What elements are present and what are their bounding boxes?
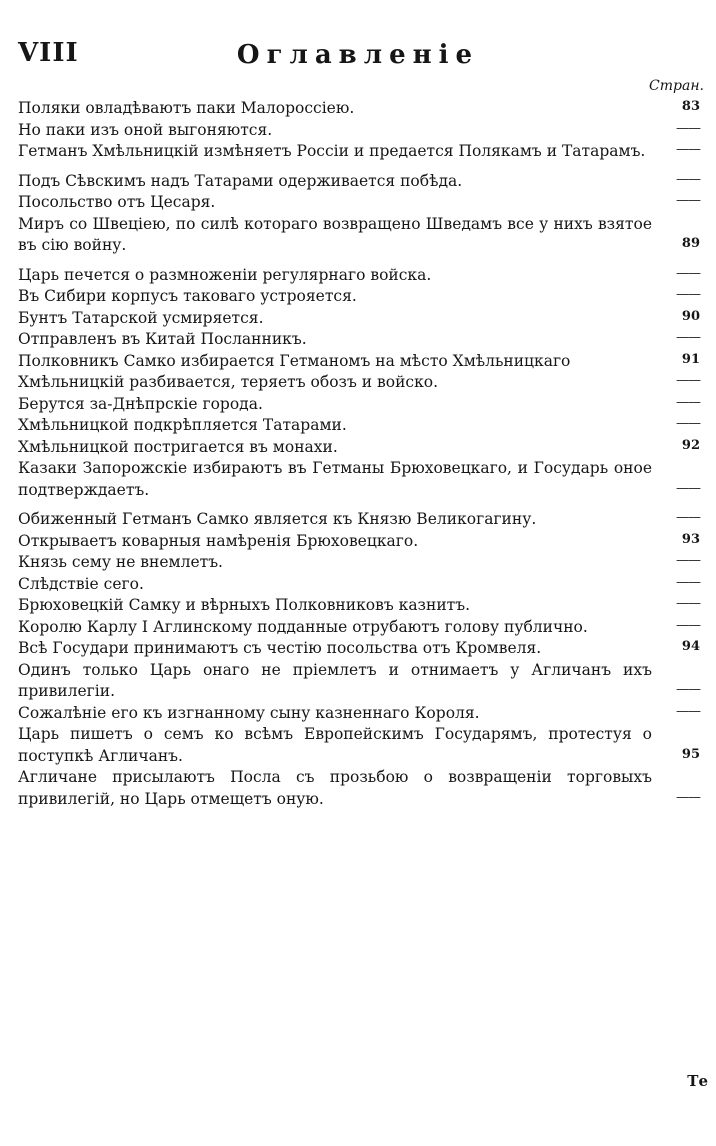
toc-entry-page: 90 xyxy=(681,308,700,324)
toc-entry xyxy=(18,437,700,459)
catchword: Те xyxy=(687,1072,708,1090)
toc-entry-text: Миръ со Швеціею, по силѣ котораго возвращено Шведамъ все у нихъ взятое въ сію войну. xyxy=(18,214,652,254)
toc-entry-page: —— xyxy=(676,510,700,525)
page-column-header: Стран. xyxy=(649,78,704,94)
toc-entry-page: 83 xyxy=(681,99,700,114)
toc-entry-text: Одинъ только Царь онаго не пріемлетъ и отнимаетъ у Агличанъ ихъ привилегіи. xyxy=(18,660,652,700)
toc-entry xyxy=(18,574,700,596)
toc-entry-text: Берутся за-Днѣпрскіе города. xyxy=(18,394,263,413)
table-of-contents xyxy=(18,98,700,810)
toc-entry xyxy=(18,703,700,725)
toc-entry xyxy=(18,286,700,308)
toc-entry xyxy=(18,638,700,660)
toc-entry xyxy=(18,415,700,437)
toc-entry xyxy=(18,192,700,214)
toc-entry-page: —— xyxy=(676,553,700,568)
toc-entry-page: 92 xyxy=(681,437,700,453)
toc-entry-text: Хмѣльницкой подкрѣпляется Татарами. xyxy=(18,416,347,434)
toc-entry-text: Королю Карлу I Аглинскому подданные отрубаютъ голову публично. xyxy=(18,617,588,636)
toc-entry-page: —— xyxy=(676,789,700,805)
toc-entry-page: —— xyxy=(676,703,700,719)
toc-entry xyxy=(18,531,700,553)
toc-entry xyxy=(18,660,700,703)
toc-entry-text: Хмѣльницкой постригается въ монахи. xyxy=(18,437,338,456)
toc-entry xyxy=(18,617,700,639)
toc-entry-page: —— xyxy=(676,574,700,590)
page-number: VIII xyxy=(18,38,79,68)
toc-entry-page: —— xyxy=(676,596,700,611)
toc-entry-text: Агличане присылаютъ Посла съ прозьбою о возвращеніи торговыхъ привилегій, но Царь отмещетъ оную. xyxy=(18,768,652,808)
toc-entry-page: —— xyxy=(676,416,700,431)
toc-entry-page: 93 xyxy=(681,531,700,547)
toc-entry xyxy=(18,329,700,351)
toc-entry xyxy=(18,265,700,287)
toc-entry-text: Открываетъ коварныя намѣренія Брюховецкаго. xyxy=(18,531,419,550)
toc-entry-text: Отправленъ въ Китай Посланникъ. xyxy=(18,330,307,348)
toc-entry-page: —— xyxy=(676,682,700,697)
toc-entry-text: Всѣ Государи принимаютъ съ честію посольства отъ Кромвеля. xyxy=(18,639,542,657)
toc-entry-text: Обиженный Гетманъ Самко является къ Князю Великогагину. xyxy=(18,510,537,528)
toc-entry xyxy=(18,214,700,257)
toc-entry-page: 94 xyxy=(681,639,700,654)
toc-entry-text: Гетманъ Хмѣльницкій измѣняетъ Россіи и предается Полякамъ и Татарамъ. xyxy=(18,142,646,160)
toc-entry-page: —— xyxy=(676,394,700,410)
toc-entry-page: —— xyxy=(676,120,700,136)
toc-entry xyxy=(18,552,700,574)
toc-entry-text: Поляки овладѣваютъ паки Малороссіею. xyxy=(18,99,355,117)
toc-entry-page: —— xyxy=(676,480,700,496)
toc-entry xyxy=(18,171,700,193)
toc-entry xyxy=(18,724,700,767)
toc-entry-text: Слѣдствіе сего. xyxy=(18,574,144,593)
toc-entry-page: —— xyxy=(676,330,700,345)
toc-entry-page: —— xyxy=(676,617,700,633)
page-title: Оглавленіе xyxy=(236,40,480,70)
toc-entry xyxy=(18,458,700,501)
toc-entry-text: Бунтъ Татарской усмиряется. xyxy=(18,308,264,327)
toc-entry-page: —— xyxy=(676,373,700,388)
toc-entry xyxy=(18,595,700,617)
toc-entry-page: —— xyxy=(676,265,700,281)
toc-entry-text: Царь печется о размноженіи регулярнаго войска. xyxy=(18,265,432,284)
toc-entry xyxy=(18,98,700,120)
toc-entry-text: Хмѣльницкій разбивается, теряетъ обозъ и войско. xyxy=(18,373,439,391)
toc-entry-text: Посольство отъ Цесаря. xyxy=(18,193,216,211)
toc-entry-text: Царь пишетъ о семъ ко всѣмъ Европейскимъ Государямъ, протестуя о поступкѣ Агличанъ. xyxy=(18,725,652,765)
toc-entry-text: Подъ Сѣвскимъ надъ Татарами одерживается побѣда. xyxy=(18,171,463,190)
toc-entry-page: 91 xyxy=(681,351,700,367)
toc-entry-page: —— xyxy=(676,287,700,302)
toc-entry xyxy=(18,351,700,373)
toc-entry-text: Но паки изъ оной выгоняются. xyxy=(18,120,273,139)
toc-entry-page: 95 xyxy=(681,746,700,762)
toc-entry-text: Брюховецкій Самку и вѣрныхъ Полковниковъ казнитъ. xyxy=(18,596,471,614)
toc-entry-page: —— xyxy=(676,142,700,157)
toc-entry xyxy=(18,509,700,531)
toc-entry xyxy=(18,767,700,810)
toc-entry-page: —— xyxy=(676,193,700,208)
toc-entry-text: Полковникъ Самко избирается Гетманомъ на мѣсто Хмѣльницкаго xyxy=(18,351,571,370)
toc-entry-text: Сожалѣніе его къ изгнанному сыну казненнаго Короля. xyxy=(18,703,480,722)
toc-entry-text: Князь сему не внемлетъ. xyxy=(18,553,223,571)
toc-entry xyxy=(18,141,700,163)
toc-entry xyxy=(18,120,700,142)
toc-entry xyxy=(18,394,700,416)
toc-entry-text: Въ Сибири корпусъ таковаго устрояется. xyxy=(18,287,357,305)
toc-entry-text: Казаки Запорожскіе избираютъ въ Гетманы Брюховецкаго, и Государь оное подтверждаетъ. xyxy=(18,459,652,499)
toc-entry-page: —— xyxy=(676,171,700,187)
toc-entry xyxy=(18,372,700,394)
toc-entry xyxy=(18,308,700,330)
toc-entry-page: 89 xyxy=(681,236,700,251)
